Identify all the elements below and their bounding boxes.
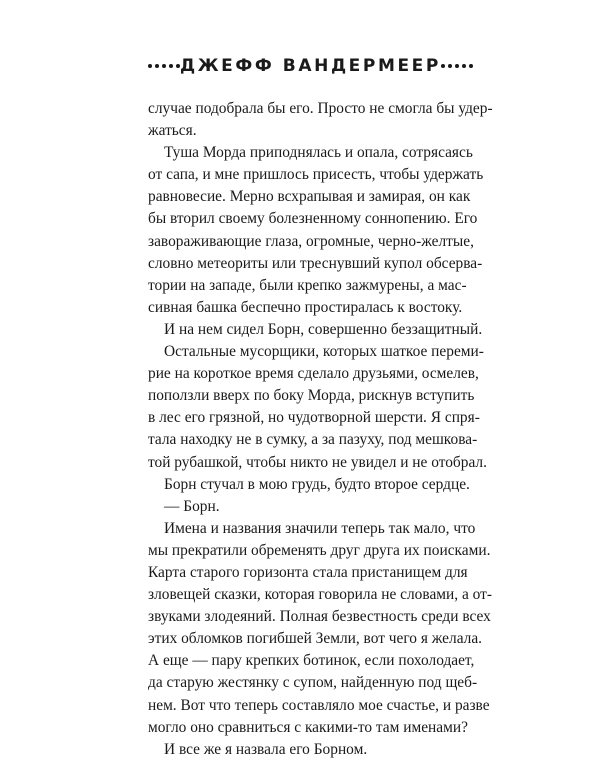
text-line: А еще — пару крепких ботинок, если похолодает, xyxy=(148,652,475,670)
text-line: случае подобрала бы его. Просто не смогла бы удер- xyxy=(148,100,493,117)
text-line: той рубашкой, чтобы никто не увидел и не отобрал. xyxy=(148,453,487,471)
dot-ornament xyxy=(162,64,166,68)
text-line: бы вторил своему болезненному соннопению. Его xyxy=(148,210,478,228)
paragraph xyxy=(148,319,483,341)
text-line: словно метеориты или треснувший купол обсерва- xyxy=(148,254,483,272)
text-line: Имена и названия значили теперь так мало, что xyxy=(164,519,476,537)
text-line: И на нем сидел Борн, совершенно беззащитный. xyxy=(164,320,483,338)
dot-ornament xyxy=(448,64,452,68)
header-dots-left xyxy=(148,64,180,68)
text-line: сивная башка беспечно простиралась к востоку. xyxy=(148,298,463,316)
paragraph xyxy=(148,496,458,518)
text-line: мы прекратили обременять друг друга их поисками. xyxy=(148,541,491,559)
text-line: Туша Морда приподнялась и опала, сотрясаясь xyxy=(164,144,473,162)
paragraph xyxy=(148,98,493,142)
paragraph xyxy=(148,518,492,739)
body-text xyxy=(148,98,493,761)
dot-ornament xyxy=(169,64,173,68)
dot-ornament xyxy=(455,64,459,68)
paragraph xyxy=(148,142,484,319)
text-line: да старую жестянку с супом, найденную под щеб- xyxy=(148,674,478,692)
paragraph xyxy=(148,474,470,496)
text-line: тала находку не в сумку, а за пазуху, под мешкова- xyxy=(148,431,478,449)
text-line: рие на короткое время сделало друзьями, осмелев, xyxy=(148,365,479,383)
author-name: ДЖЕФФ ВАНДЕРМЕЕР xyxy=(180,56,441,76)
text-line: Остальные мусорщики, которых шаткое переми- xyxy=(164,343,484,361)
paragraph xyxy=(148,341,487,474)
text-line: Борн стучал в мою грудь, будто второе сердце. xyxy=(164,475,470,493)
dot-ornament xyxy=(462,64,466,68)
header-dots-right xyxy=(441,64,473,68)
dot-ornament xyxy=(469,64,473,68)
text-line: жаться. xyxy=(148,122,197,140)
running-header xyxy=(148,56,452,76)
dot-ornament xyxy=(155,64,159,68)
text-line: равновесие. Мерно всхрапывая и замирая, он как xyxy=(148,188,471,206)
dot-ornament xyxy=(441,64,445,68)
text-line: Карта старого горизонта стала пристанищем для xyxy=(148,563,468,581)
text-line: тории на западе, были крепко зажмурены, а мас- xyxy=(148,276,467,294)
text-line: И все же я назвала его Борном. xyxy=(164,740,368,758)
text-line: — Борн. xyxy=(164,497,220,515)
text-line: нем. Вот что теперь составляло мое счастье, и разве xyxy=(148,696,490,714)
text-line: завораживающие глаза, огромные, черно-желтые, xyxy=(148,232,474,250)
text-line: в лес его грязной, но чудотворной шерсти. Я спря- xyxy=(148,409,480,427)
text-line: этих обломков погибшей Земли, вот чего я желала. xyxy=(148,630,483,648)
text-line: могло оно сравниться с какими-то там именами? xyxy=(148,718,468,736)
dot-ornament xyxy=(148,64,152,68)
text-line: зловещей сказки, которая говорила не словами, а от- xyxy=(148,586,492,604)
text-line: от сапа, и мне пришлось присесть, чтобы удержать xyxy=(148,166,484,184)
text-line: поползли вверх по боку Морда, рискнув вступить xyxy=(148,387,475,405)
text-line: звуками злодеяний. Полная безвестность среди всех xyxy=(148,608,491,626)
